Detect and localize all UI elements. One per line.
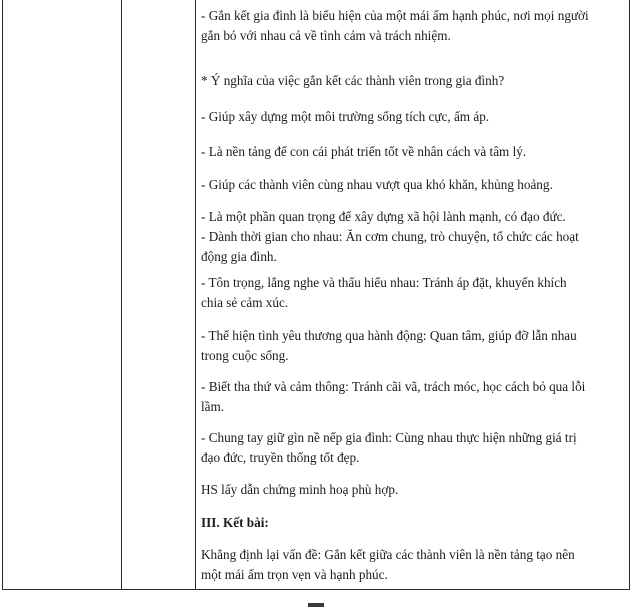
text-line: - Giúp các thành viên cùng nhau vượt qua khó khăn, khủng hoảng.: [201, 177, 553, 192]
text-line: - Giúp xây dựng một môi trường sống tích cực, ấm áp.: [201, 109, 490, 124]
text-line: động gia đình.: [201, 249, 277, 264]
paragraph-forgive: [201, 377, 621, 417]
text-line: - Là nền tảng để con cái phát triển tốt về nhân cách và tâm lý.: [201, 144, 527, 159]
paragraph-evidence: [201, 480, 621, 500]
text-line: - Chung tay giữ gìn nề nếp gia đình: Cùng nhau thực hiện những giá trị: [201, 430, 577, 445]
paragraph-conclusion: [201, 545, 621, 585]
text-line: - Thể hiện tình yêu thương qua hành động: Quan tâm, giúp đỡ lẫn nhau: [201, 328, 577, 343]
text-line: lầm.: [201, 399, 225, 414]
paragraph-overcome-difficulties: [201, 175, 621, 195]
paragraph-meaning-question: [201, 71, 621, 91]
text-line: Khẳng định lại vấn đề: Gắn kết giữa các thành viên là nền tảng tạo nên: [201, 547, 575, 562]
section-heading-conclusion: [201, 513, 621, 533]
paragraph-healthy-society: [201, 207, 621, 267]
text-line: - Gắn kết gia đình là biểu hiện của một mái ấm hạnh phúc, nơi mọi người: [201, 8, 589, 23]
text-line: - Là một phần quan trọng để xây dựng xã hội lành mạnh, có đạo đức.: [201, 209, 566, 224]
text-line: chia sẻ cảm xúc.: [201, 295, 289, 310]
text-line: một mái ấm trọn vẹn và hạnh phúc.: [201, 567, 388, 582]
paragraph-foundation: [201, 142, 621, 162]
text-line: - Dành thời gian cho nhau: Ăn cơm chung, trò chuyện, tổ chức các hoạt: [201, 229, 579, 244]
text-line: trong cuộc sống.: [201, 348, 289, 363]
text-line: * Ý nghĩa của việc gắn kết các thành viên trong gia đình?: [201, 73, 505, 88]
text-line: gắn bó với nhau cả về tình cảm và trách nhiệm.: [201, 28, 451, 43]
column-divider-2: [195, 0, 196, 589]
text-line: III. Kết bài:: [201, 515, 269, 530]
page-edge-mark: [308, 603, 324, 607]
text-line: - Biết tha thứ và cảm thông: Tránh cãi vã, trách móc, học cách bỏ qua lỗi: [201, 379, 586, 394]
text-line: - Tôn trọng, lắng nghe và thấu hiểu nhau: Tránh áp đặt, khuyến khích: [201, 275, 567, 290]
paragraph-family-bonding-definition: [201, 6, 621, 46]
column-divider-1: [121, 0, 122, 589]
paragraph-respect-listen: [201, 273, 621, 313]
paragraph-family-traditions: [201, 428, 621, 468]
text-line: HS lấy dẫn chứng minh hoạ phù hợp.: [201, 482, 399, 497]
paragraph-positive-environment: [201, 107, 621, 127]
paragraph-show-love: [201, 326, 621, 366]
text-line: đạo đức, truyền thống tốt đẹp.: [201, 450, 360, 465]
